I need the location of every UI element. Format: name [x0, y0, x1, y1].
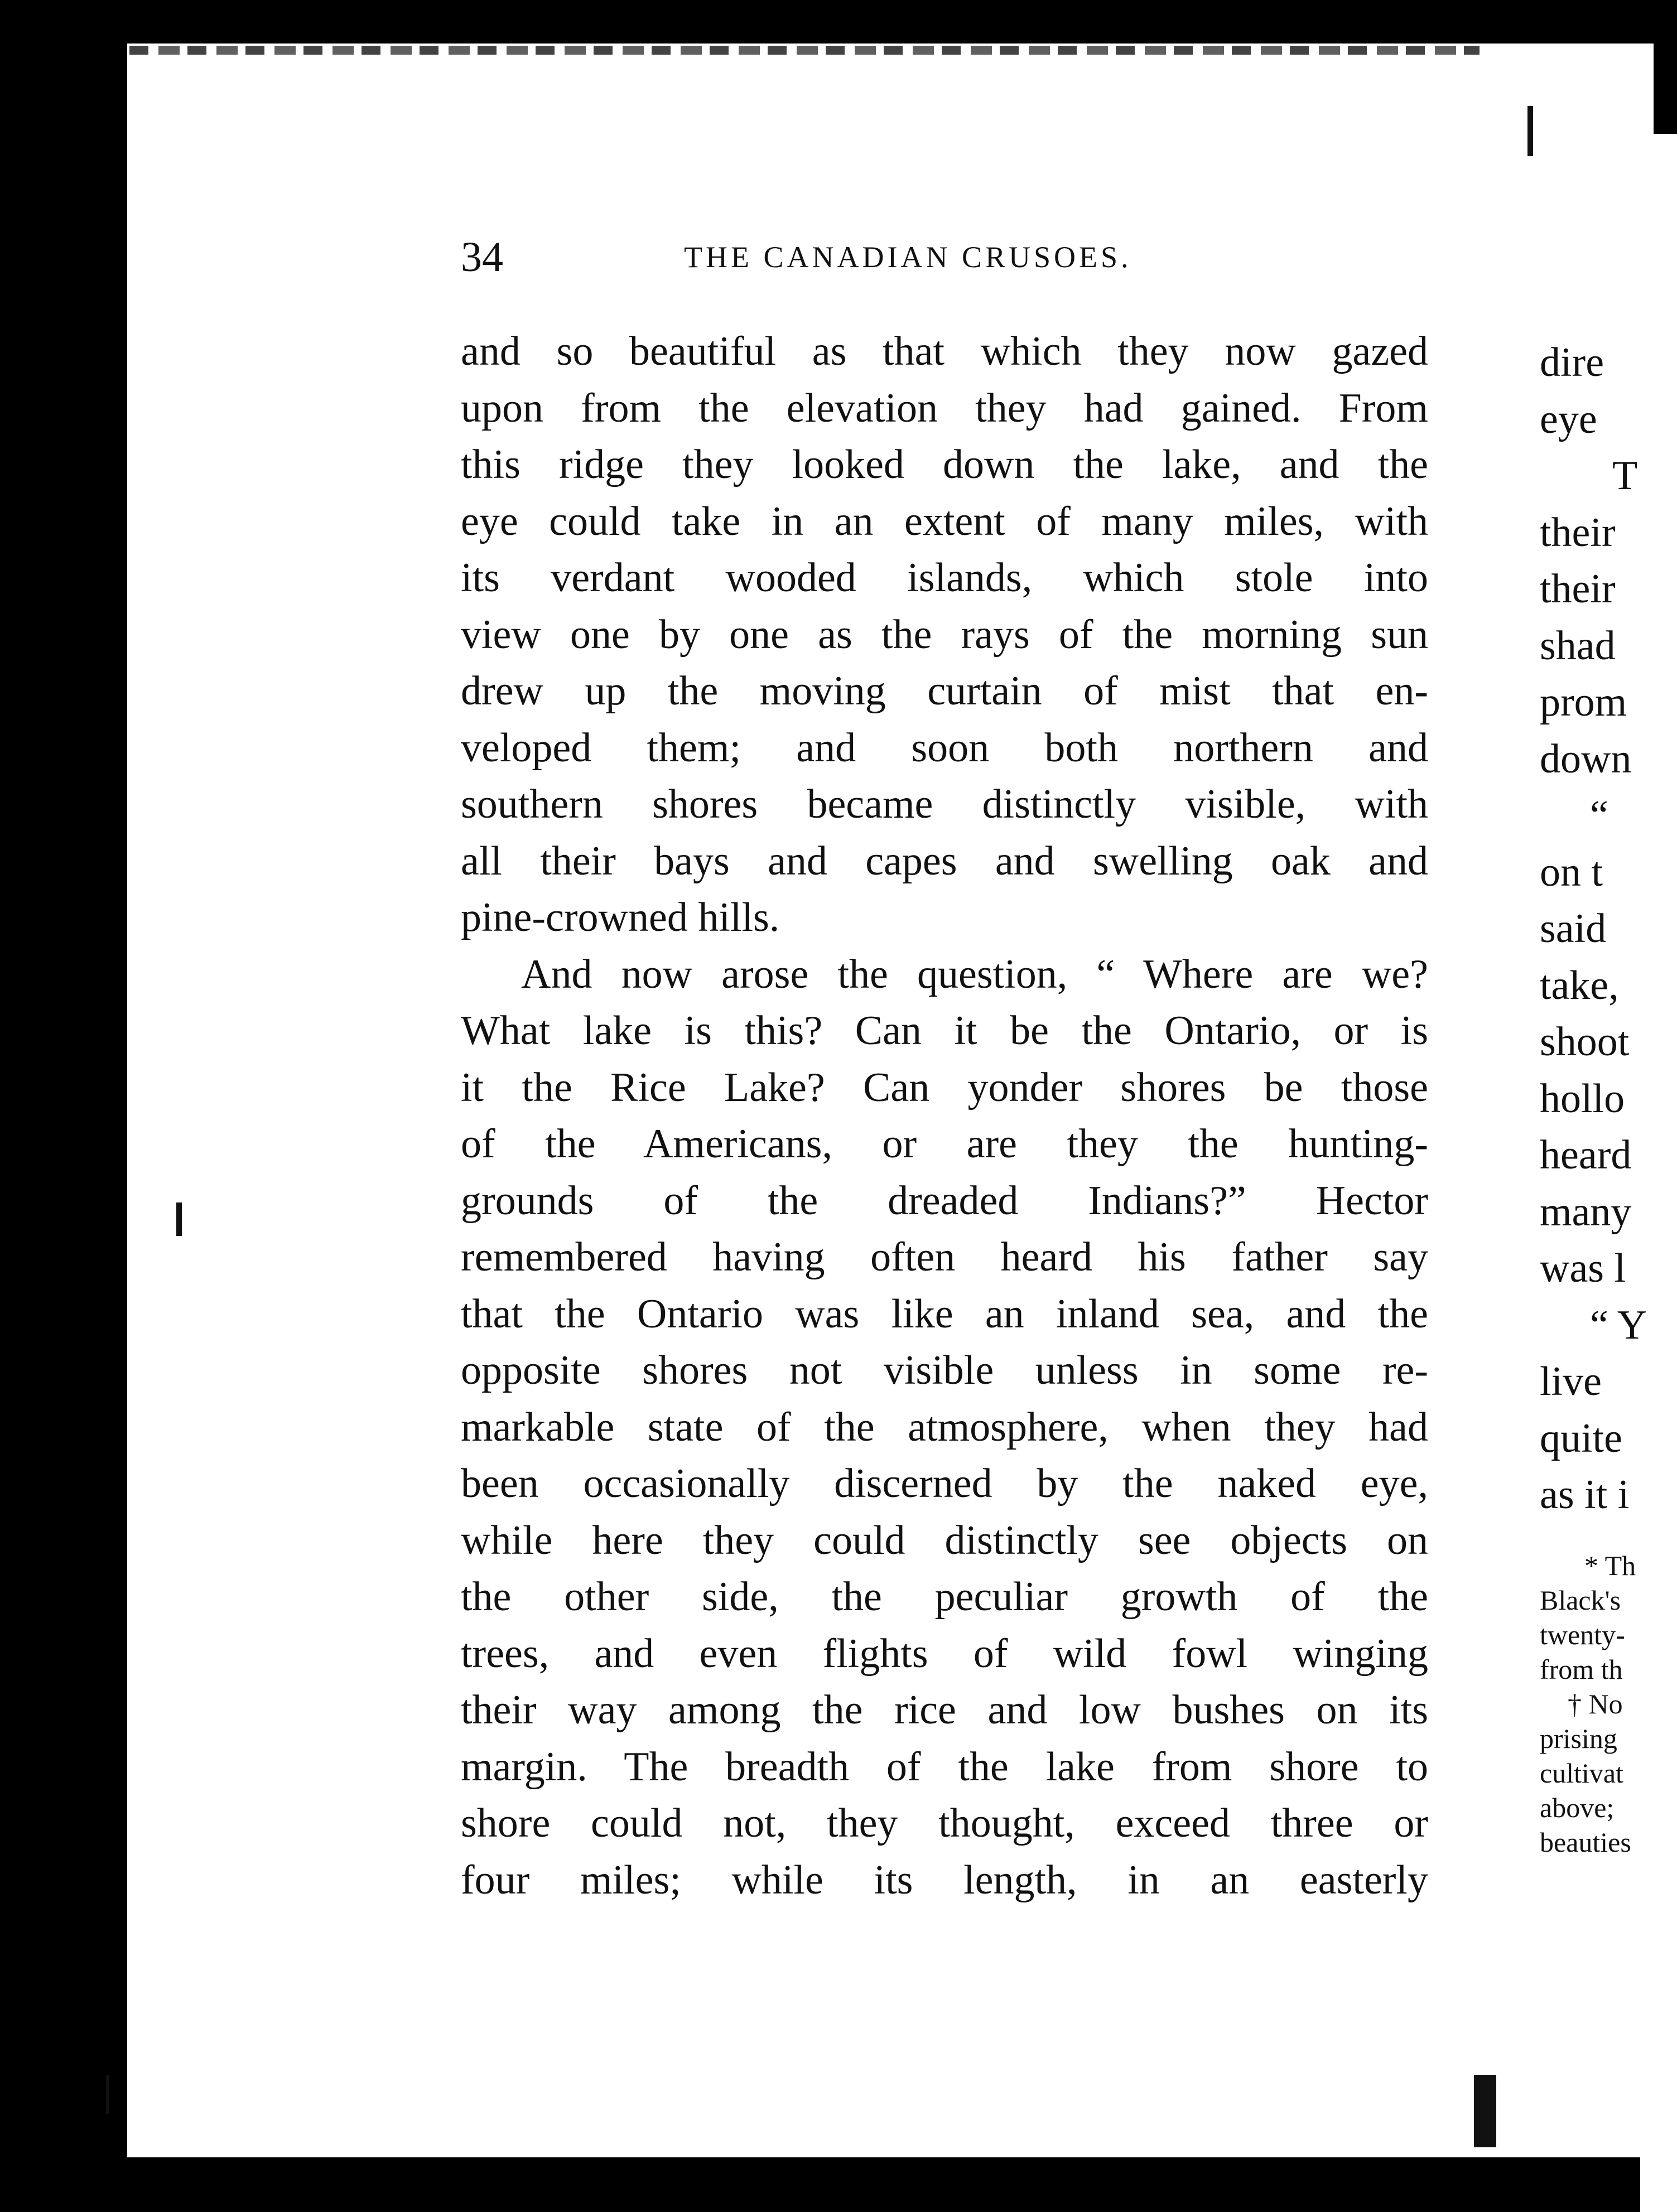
fragment-footnote: above; — [1540, 1791, 1615, 1823]
text-line: this ridge they looked down the lake, and the — [461, 442, 1428, 487]
fragment-line: many — [1540, 1189, 1632, 1235]
text-line: drew up the moving curtain of mist that en- — [461, 668, 1428, 714]
fragment-footnote: Black's — [1540, 1584, 1621, 1616]
page-number: 34 — [461, 234, 503, 281]
fragment-footnote: prising — [1540, 1722, 1617, 1754]
text-line: the other side, the peculiar growth of the — [461, 1574, 1428, 1620]
fragment-footnote: twenty- — [1540, 1619, 1625, 1650]
text-line: its verdant wooded islands, which stole into — [461, 555, 1428, 601]
fragment-footnote: from th — [1540, 1653, 1623, 1685]
fragment-footnote: * Th — [1584, 1549, 1636, 1581]
fragment-line: their — [1540, 509, 1616, 556]
text-line: shore could not, they thought, exceed three or — [461, 1800, 1428, 1846]
fragment-line: down — [1540, 736, 1632, 782]
text-line: upon from the elevation they had gained. From — [461, 385, 1428, 431]
fragment-line: dire — [1540, 340, 1604, 385]
text-line: it the Rice Lake? Can yonder shores be those — [461, 1064, 1428, 1110]
text-line: veloped them; and soon both northern and — [461, 725, 1428, 771]
text-line: while here they could distinctly see objects on — [461, 1517, 1428, 1563]
text-line: and so beautiful as that which they now gazed — [461, 329, 1428, 374]
fragment-line: quite — [1540, 1415, 1622, 1461]
fragment-line: their — [1540, 566, 1616, 612]
scan-top-edge — [129, 46, 1480, 55]
fragment-footnote: cultivat — [1540, 1757, 1623, 1789]
text-line: view one by one as the rays of the morning sun — [461, 611, 1428, 658]
scan-speck — [1527, 106, 1533, 156]
text-line: eye could take in an extent of many miles, with — [461, 498, 1428, 544]
body-text — [461, 323, 1428, 1909]
text-line: margin. The breadth of the lake from shore to — [461, 1743, 1428, 1790]
text-line: all their bays and capes and swelling oak and — [461, 838, 1428, 884]
fragment-line: shoot — [1540, 1019, 1630, 1065]
text-line: their way among the rice and low bushes on its — [461, 1687, 1428, 1733]
fragment-line: on t — [1540, 849, 1603, 895]
text-line: markable state of the atmosphere, when they had — [461, 1404, 1428, 1450]
fragment-line: heard — [1540, 1132, 1632, 1178]
fragment-line: shad — [1540, 622, 1616, 669]
scan-speck — [1474, 2075, 1496, 2147]
text-line: trees, and even flights of wild fowl winging — [461, 1630, 1428, 1677]
text-line: remembered having often heard his father say — [461, 1234, 1428, 1280]
fragment-line: “ Y — [1590, 1302, 1647, 1348]
fragment-line: T — [1612, 453, 1638, 499]
fragment-line: live — [1540, 1359, 1602, 1404]
fragment-footnote: beauties — [1540, 1826, 1631, 1858]
text-line: opposite shores not visible unless in some re- — [461, 1348, 1428, 1393]
scan-speck — [106, 2075, 109, 2114]
fragment-line: take, — [1540, 962, 1619, 1008]
fragment-line: as it i — [1540, 1472, 1630, 1518]
text-line: southern shores became distinctly visible, with — [461, 781, 1428, 827]
fragment-line: prom — [1540, 679, 1627, 725]
text-line: What lake is this? Can it be the Ontario, or is — [461, 1008, 1428, 1054]
text-line: pine-crowned hills. — [461, 895, 780, 940]
fragment-line: “ — [1590, 793, 1608, 838]
fragment-footnote: † No — [1568, 1688, 1623, 1720]
facing-page-fragment — [1540, 335, 1674, 1941]
page-header — [461, 233, 1482, 283]
text-line: four miles; while its length, in an easterly — [461, 1857, 1428, 1903]
fragment-line: said — [1540, 906, 1607, 952]
text-line: that the Ontario was like an inland sea, and the — [461, 1291, 1428, 1337]
text-line: been occasionally discerned by the naked eye, — [461, 1461, 1428, 1506]
running-title: THE CANADIAN CRUSOES. — [684, 240, 1132, 274]
fragment-line: was l — [1540, 1245, 1626, 1291]
paragraph-start-line: And now arose the question, “ Where are we? — [521, 951, 1428, 997]
text-line: grounds of the dreaded Indians?” Hector — [461, 1177, 1428, 1224]
fragment-line: hollo — [1540, 1075, 1625, 1122]
text-line: of the Americans, or are they the hunting- — [461, 1121, 1428, 1167]
scan-speck — [176, 1202, 182, 1236]
fragment-line: eye — [1540, 396, 1597, 442]
